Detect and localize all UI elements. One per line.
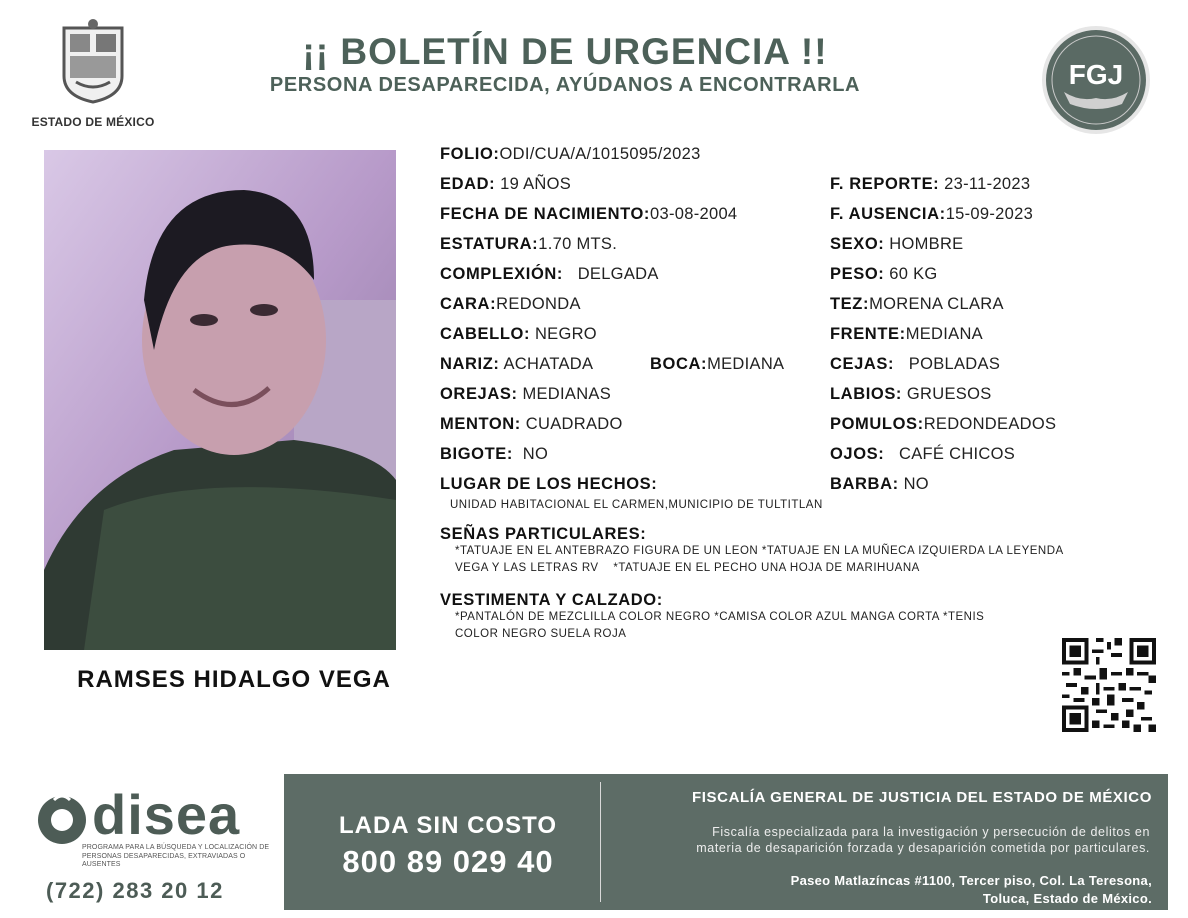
odisea-program-text: PROGRAMA PARA LA BÚSQUEDA Y LOCALIZACIÓN DE PERSONAS DESAPARECIDAS, EXTRAVIADAS O AUSENTES xyxy=(82,844,270,868)
field-menton: MENTON: CUADRADO xyxy=(440,415,623,433)
fgj-logo-text: FGJ xyxy=(1068,59,1124,90)
field-f-reporte: F. REPORTE: 23-11-2023 xyxy=(830,175,1031,193)
field-ojos: OJOS: CAFÉ CHICOS xyxy=(830,445,1016,463)
fgj-description-line-2: materia de desaparición forzada y desaparición cometida por particulares. xyxy=(696,841,1150,855)
field-folio: FOLIO:ODI/CUA/A/1015095/2023 xyxy=(440,145,701,163)
vestimenta-line-1: *PANTALÓN DE MEZCLILLA COLOR NEGRO *CAMISA COLOR AZUL MANGA CORTA *TENIS xyxy=(455,611,985,623)
odisea-wordmark: disea xyxy=(92,783,241,846)
senas-line-1: *TATUAJE EN EL ANTEBRAZO FIGURA DE UN LEON *TATUAJE EN LA MUÑECA IZQUIERDA LA LEYENDA xyxy=(455,545,1064,557)
field-cabello: CABELLO: NEGRO xyxy=(440,325,597,343)
fgj-address-line-1: Paseo Matlazíncas #1100, Tercer piso, Col. La Teresona, xyxy=(790,873,1152,888)
bulletin-title: ¡¡ BOLETÍN DE URGENCIA !! xyxy=(302,31,828,72)
fgj-description xyxy=(610,824,1150,856)
state-label: ESTADO DE MÉXICO xyxy=(31,115,155,129)
fgj-address xyxy=(610,872,1152,908)
field-estatura: ESTATURA:1.70 MTS. xyxy=(440,235,618,253)
odisea-phone: (722) 283 20 12 xyxy=(46,878,224,903)
person-name: RAMSES HIDALGO VEGA xyxy=(77,666,391,693)
field-pomulos: POMULOS:REDONDEADOS xyxy=(830,415,1057,433)
state-seal-icon xyxy=(56,18,130,104)
lada-number: 800 89 029 40 xyxy=(342,844,554,879)
field-complexion: COMPLEXIÓN: DELGADA xyxy=(440,265,659,283)
fgj-name: FISCALÍA GENERAL DE JUSTICIA DEL ESTADO DE MÉXICO xyxy=(692,789,1152,806)
fgj-address-line-2: Toluca, Estado de México. xyxy=(982,891,1152,906)
senas-title: SEÑAS PARTICULARES: xyxy=(440,525,647,543)
qr-code-icon xyxy=(1062,638,1156,732)
location-pin-icon xyxy=(34,790,94,850)
vestimenta-title: VESTIMENTA Y CALZADO: xyxy=(440,591,663,609)
field-f-ausencia: F. AUSENCIA:15-09-2023 xyxy=(830,205,1034,223)
field-nariz: NARIZ: ACHATADA xyxy=(440,355,594,373)
senas-line-2: VEGA Y LAS LETRAS RV *TATUAJE EN EL PECHO UNA HOJA DE MARIHUANA xyxy=(455,562,920,574)
field-boca: BOCA:MEDIANA xyxy=(650,355,785,373)
field-barba: BARBA: NO xyxy=(830,475,929,493)
field-frente: FRENTE:MEDIANA xyxy=(830,325,983,343)
odisea-logo xyxy=(34,782,274,912)
estado-de-mexico-logo xyxy=(28,18,158,129)
bulletin-subtitle: PERSONA DESAPARECIDA, AYÚDANOS A ENCONTRARLA xyxy=(269,74,861,96)
fgj-description-line-1: Fiscalía especializada para la investigación y persecución de delitos en xyxy=(712,825,1150,839)
field-peso: PESO: 60 KG xyxy=(830,265,938,283)
vestimenta-line-2: COLOR NEGRO SUELA ROJA xyxy=(455,628,627,640)
field-sexo: SEXO: HOMBRE xyxy=(830,235,964,253)
field-tez: TEZ:MORENA CLARA xyxy=(830,295,1004,313)
lugar-text: UNIDAD HABITACIONAL EL CARMEN,MUNICIPIO DE TULTITLAN xyxy=(450,499,823,511)
field-labios: LABIOS: GRUESOS xyxy=(830,385,992,403)
fgj-logo-icon xyxy=(1040,24,1152,136)
bulletin-header xyxy=(200,30,930,97)
person-photo xyxy=(44,150,396,650)
field-cara: CARA:REDONDA xyxy=(440,295,581,313)
field-orejas: OREJAS: MEDIANAS xyxy=(440,385,612,403)
field-cejas: CEJAS: POBLADAS xyxy=(830,355,1001,373)
field-fecha-nacimiento: FECHA DE NACIMIENTO:03-08-2004 xyxy=(440,205,738,223)
lada-label: LADA SIN COSTO xyxy=(338,812,557,839)
footer-divider xyxy=(600,782,601,902)
field-edad: EDAD: 19 AÑOS xyxy=(440,175,572,193)
field-bigote: BIGOTE: NO xyxy=(440,445,549,463)
field-lugar-label: LUGAR DE LOS HECHOS: xyxy=(440,475,658,493)
